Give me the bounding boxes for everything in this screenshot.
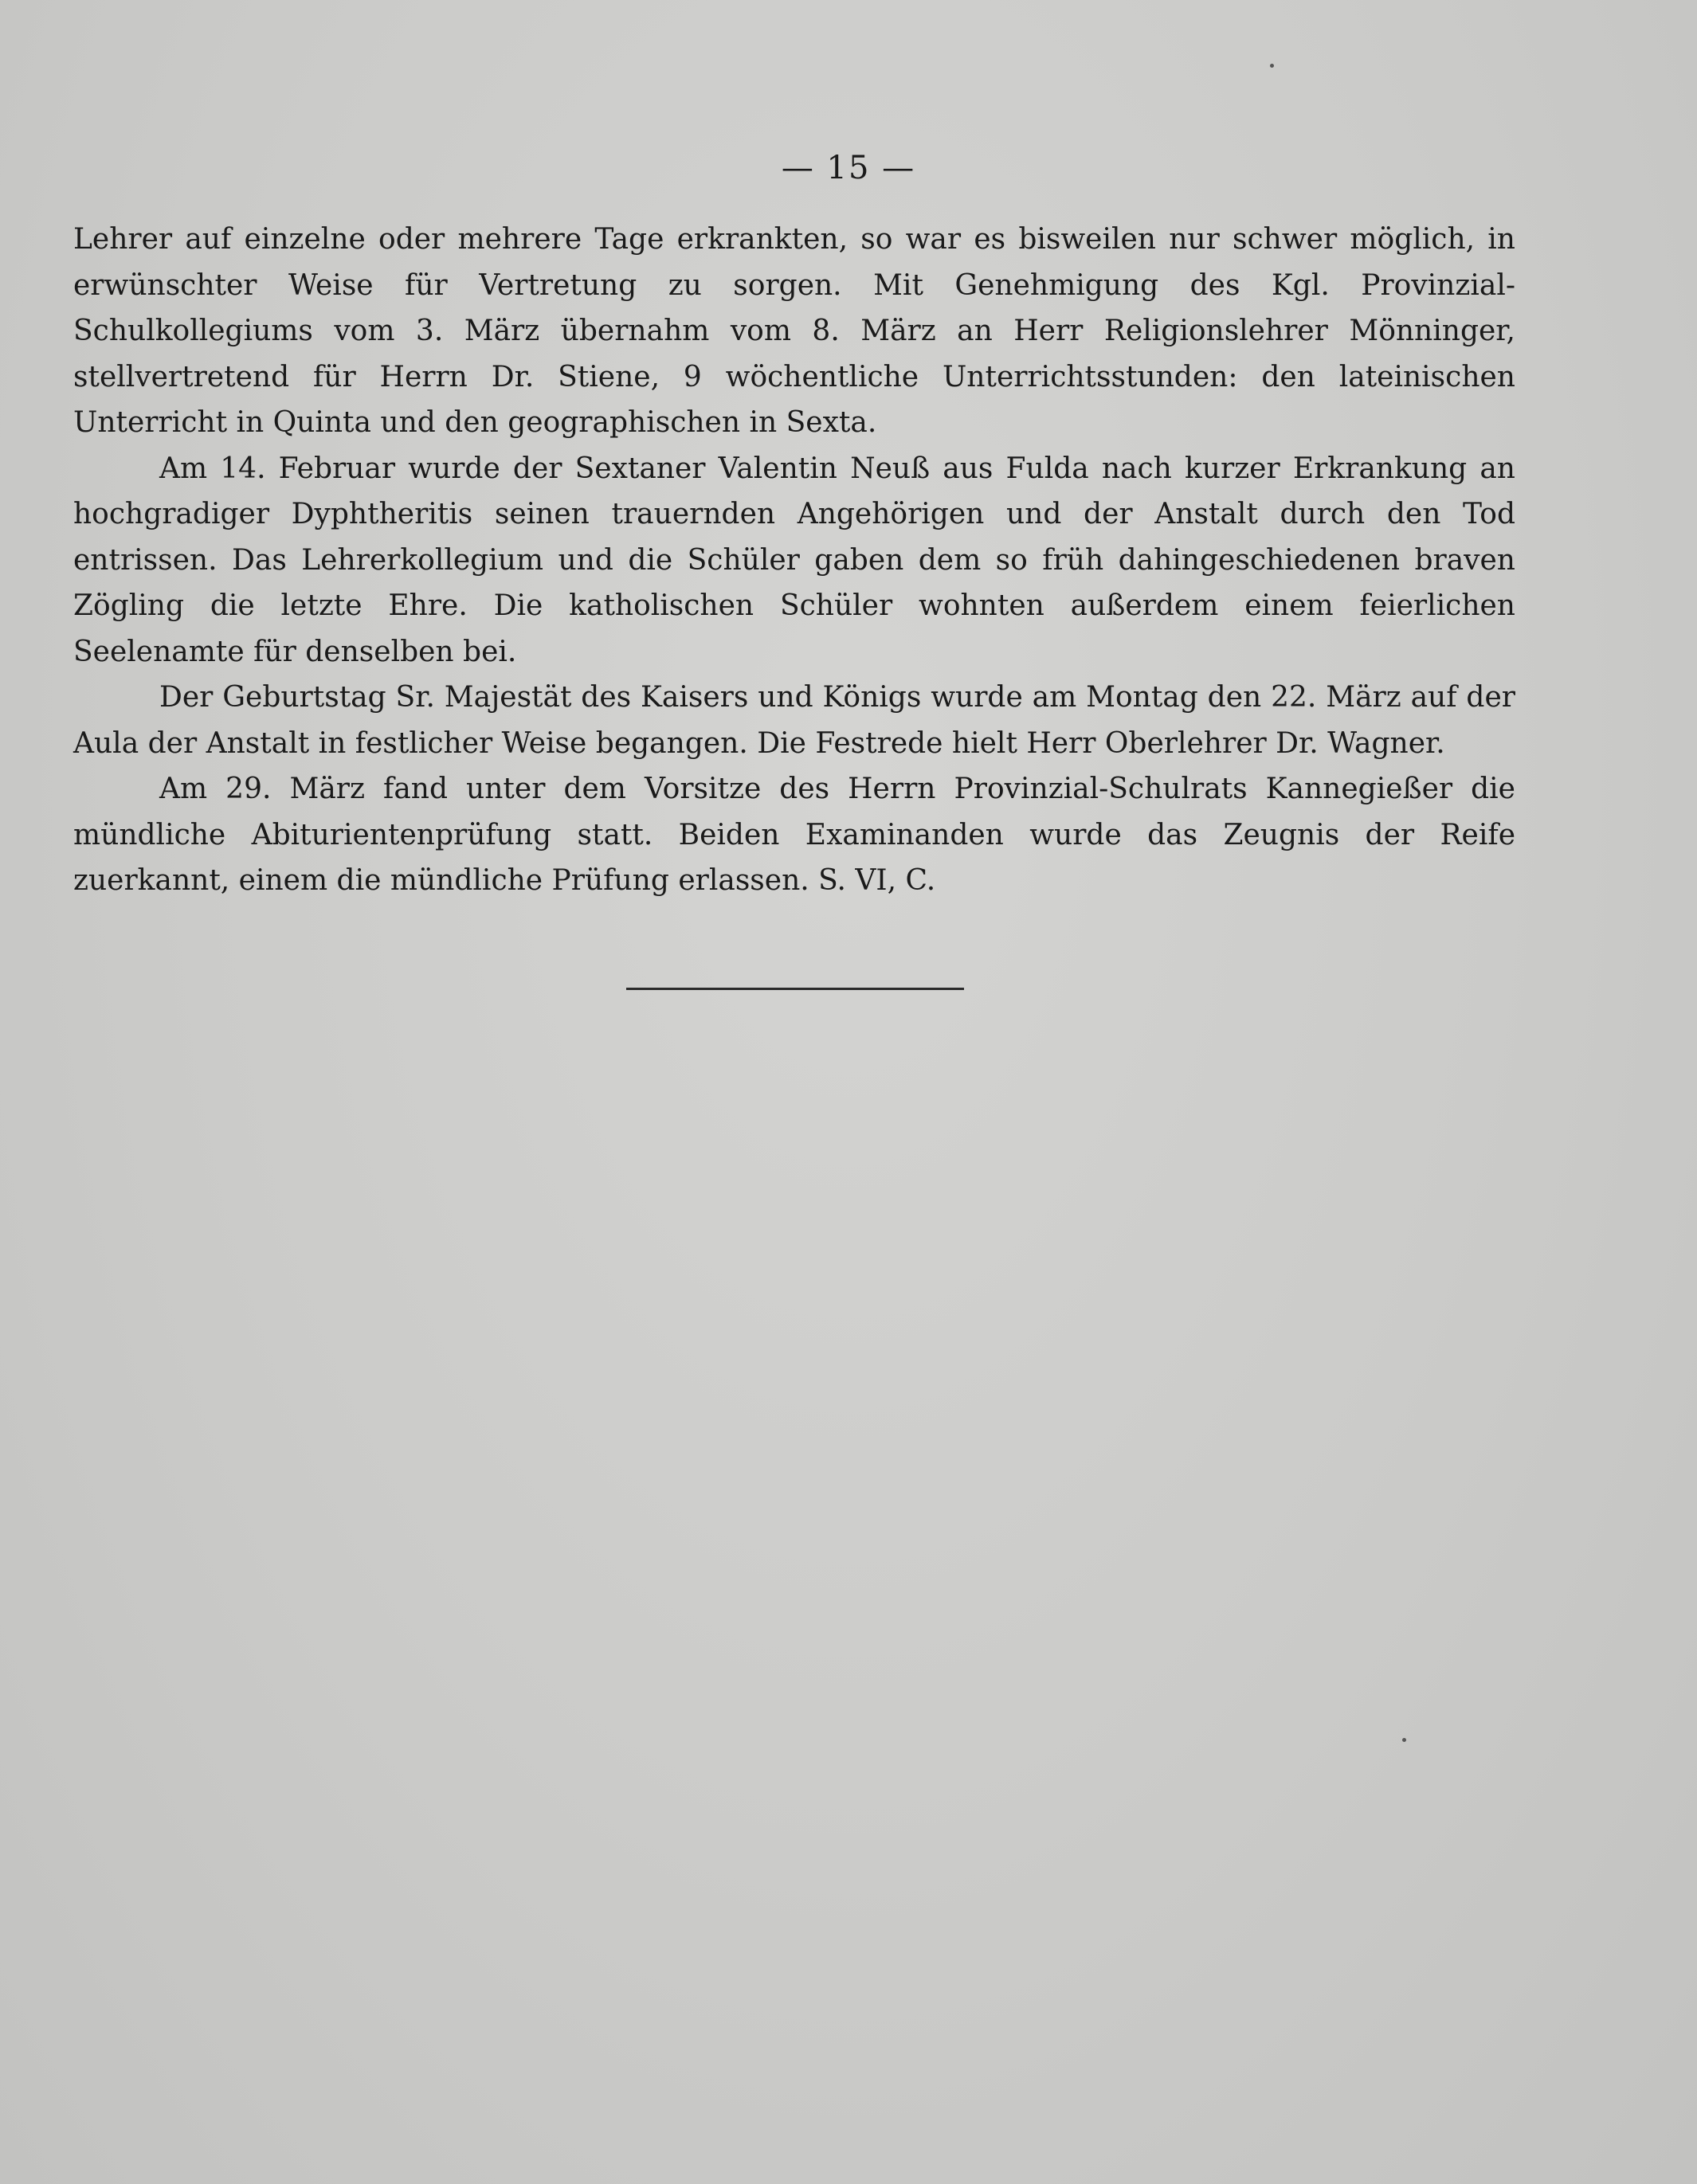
paragraph-substitute-teaching: Lehrer auf einzelne oder mehrere Tage erkrankten, so war es bisweilen nur schwer möglich, in erwünschter Weise für Vertretung zu sorgen. Mit Genehmigung des Kgl. Provinzial-Schulkollegiums vom 3. März übernahm vom 8. März an Herr Religionslehrer Mönninger, stellvertretend für Herrn Dr. Stiene, 9 wöchentliche Unterrichtsstunden: den lateinischen Unterricht in Quinta und den geographischen in Sexta. [73, 223, 1515, 439]
paragraph-emperor-birthday: Der Geburtstag Sr. Majestät des Kaisers und Königs wurde am Montag den 22. März auf der Aula der Anstalt in festlicher Weise begangen. Die Festrede hielt Herr Oberlehrer Dr. Wagner. [73, 681, 1515, 760]
paragraph-abitur-exam: Am 29. März fand unter dem Vorsitze des Herrn Provinzial-Schulrats Kannegießer die mündliche Abiturientenprüfung statt. Beiden Examinanden wurde das Zeugnis der Reife zuerkannt, einem die mündliche Prüfung erlassen. S. VI, C. [73, 773, 1515, 897]
page-number: — 15 — [781, 150, 916, 186]
body-text [73, 217, 1515, 904]
paper-speck [1270, 64, 1274, 68]
paper-speck [1402, 1738, 1406, 1742]
paragraph-student-death: Am 14. Februar wurde der Sextaner Valentin Neuß aus Fulda nach kurzer Erkrankung an hochgradiger Dyphtheritis seinen trauernden Angehörigen und der Anstalt durch den Tod entrissen. Das Lehrerkollegium und die Schüler gaben dem so früh dahingeschiedenen braven Zögling die letzte Ehre. Die katholischen Schüler wohnten außerdem einem feierlichen Seelenamte für denselben bei. [73, 452, 1515, 668]
section-divider [626, 988, 964, 990]
